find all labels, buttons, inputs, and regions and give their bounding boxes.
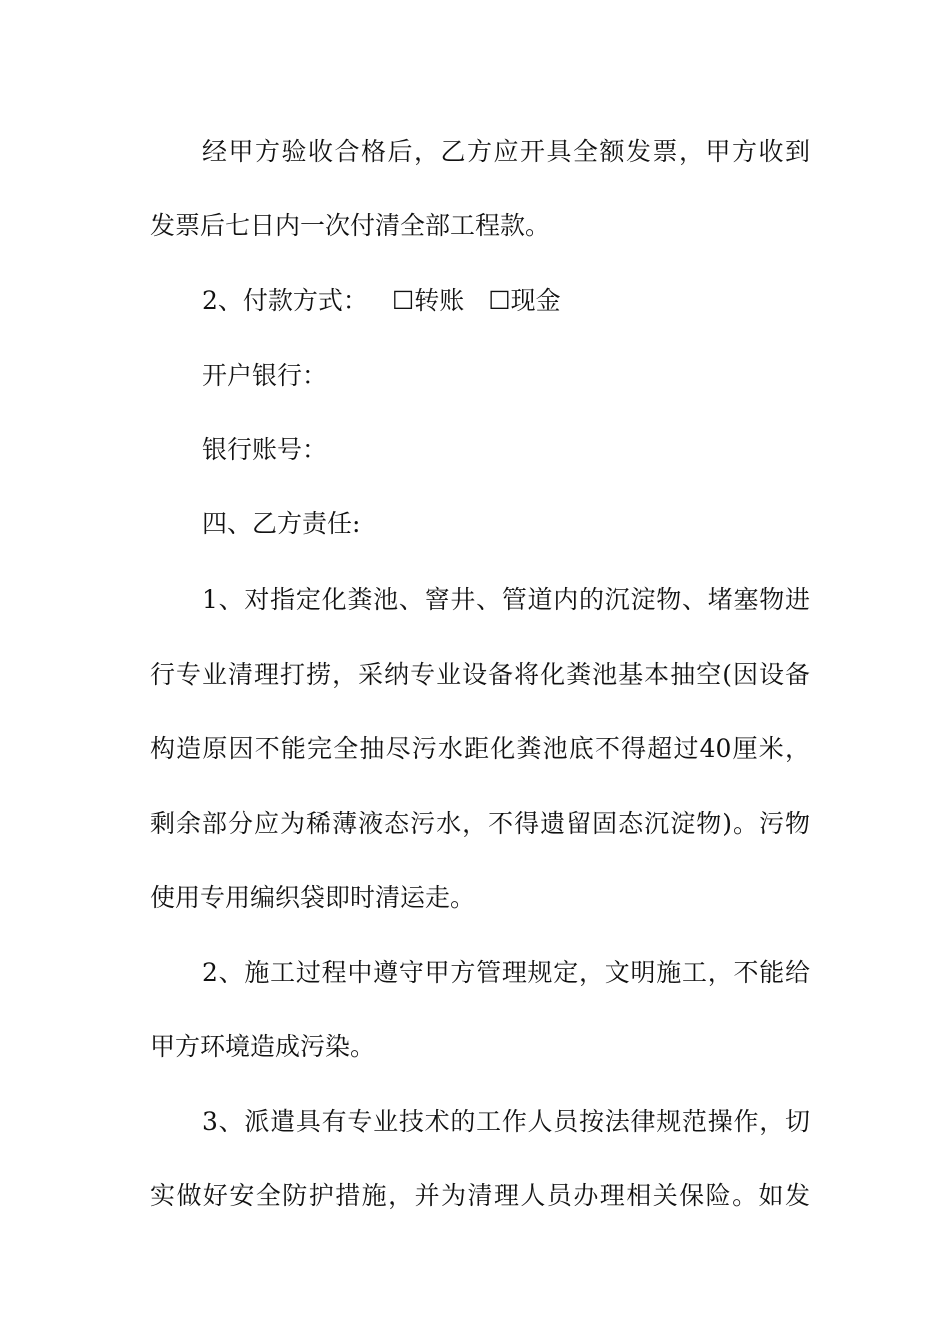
responsibility-1-line-5: 使用专用编织袋即时清运走。 — [150, 883, 476, 912]
bank-name-line: 开户银行： — [202, 361, 328, 390]
payment-terms-line-2: 发票后七日内一次付清全部工程款。 — [150, 211, 551, 240]
responsibility-2-line-1: 2、施工过程中遵守甲方管理规定，文明施工，不能给 — [202, 958, 810, 987]
responsibility-3-line-2: 实做好安全防护措施，并为清理人员办理相关保险。如发 — [150, 1181, 810, 1210]
responsibility-1-line-4: 剩余部分应为稀薄液态污水，不得遗留固态沉淀物)。污物 — [150, 809, 810, 838]
responsibility-3-line-1: 3、派遣具有专业技术的工作人员按法律规范操作，切 — [202, 1107, 810, 1136]
cash-checkbox-option: ☐现金 — [488, 286, 561, 315]
payment-terms-line-1: 经甲方验收合格后，乙方应开具全额发票，甲方收到 — [202, 137, 810, 166]
responsibility-1-line-3: 构造原因不能完全抽尽污水距化粪池底不得超过40厘米， — [150, 734, 810, 763]
responsibility-2-line-2: 甲方环境造成污染。 — [150, 1032, 376, 1061]
section-heading: 四、乙方责任: — [202, 509, 361, 538]
bank-account-line: 银行账号： — [202, 435, 328, 464]
responsibility-1-line-1: 1、对指定化粪池、窨井、管道内的沉淀物、堵塞物进 — [202, 585, 810, 614]
transfer-checkbox-option: ☐转账 — [391, 286, 465, 315]
payment-method-row — [202, 281, 561, 321]
payment-method-label: 2、付款方式： — [202, 286, 368, 315]
responsibility-1-line-2: 行专业清理打捞，采纳专业设备将化粪池基本抽空(因设备 — [150, 660, 810, 689]
